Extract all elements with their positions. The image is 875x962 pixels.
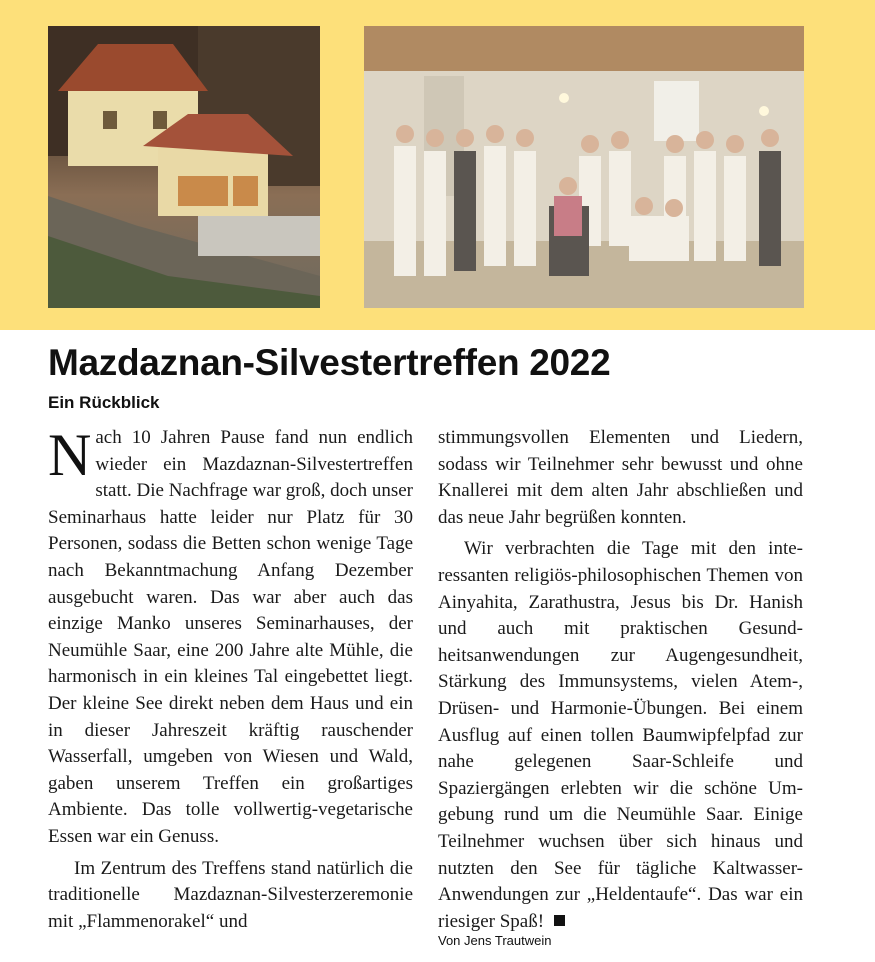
paragraph-4 — [438, 536, 803, 935]
drop-cap: N — [48, 422, 92, 488]
paragraph-1 — [48, 422, 413, 851]
paragraph-3: stimmungsvollen Elementen und Liedern, sodass wir Teilnehmer sehr bewusst und ohne Knallerei mit dem alten Jahr abschließen und das neue Jahr begrüßen konnten. — [438, 427, 803, 528]
house-photo — [48, 26, 320, 308]
left-column — [48, 422, 413, 935]
paragraph-2: Im Zentrum des Treffens stand natürlich die traditionelle Mazdaznan-Silvesterzeremonie mit „Flammenorakel“ und — [48, 857, 413, 932]
article-subtitle: Ein Rückblick — [48, 393, 160, 412]
right-column — [438, 425, 803, 935]
paragraph-4-text: Wir verbrachten die Tage mit den interessanten religiös-philosophischen Themen von Ainyahita, Zarathustra, Jesus bis Dr. Hanish und auch mit praktischen Gesundheitsanwendungen zur Augengesundheit, Stärkung des Immunsystems, vielen Atem-, Drüsen- und Harmonie-Übungen. Bei einem Ausflug auf einen tollen Baumwipfelpfad zur nahe gelegenen Saar-Schleife und Spaziergängen erlebten wir die schöne Umgebung rund um die Neumühle Saar. Einige Teilnehmer wuchsen über sich hinaus und nutzten den See für tägliche Kaltwasser-Anwendungen zur „Heldentaufe“. Das war ein riesiger Spaß! — [438, 538, 803, 932]
byline: Von Jens Trautwein — [438, 933, 552, 948]
end-of-article-square-icon — [554, 915, 565, 926]
article-title: Mazdaznan-Silvestertreffen 2022 — [48, 342, 611, 383]
paragraph-1-text: ach 10 Jahren Pause fand nun endlich wieder ein Mazdaznan-Silvestertreffen statt. Die Nachfrage war groß, doch unser Seminarhaus hatte leider nur Platz für 30 Personen, sodass die Betten schon wenige Tage nach Bekanntmachung Anfang Dezember ausgebucht waren. Das war aber auch das einzige Manko unseres Seminarhauses, der Neumühle Saar, eine 200 Jahre alte Mühle, die harmonisch in ein kleines Tal eingebettet liegt. Der kleine See direkt neben dem Haus und ein in dieser Jahreszeit kräftig rauschender Wasserfall, umgeben von Wiesen und Wald, gaben unserem Treffen ein großartiges Ambiente. Das tolle vollwertig-vegetarische Essen war ein Genuss. — [48, 427, 413, 847]
group-photo — [364, 26, 804, 308]
